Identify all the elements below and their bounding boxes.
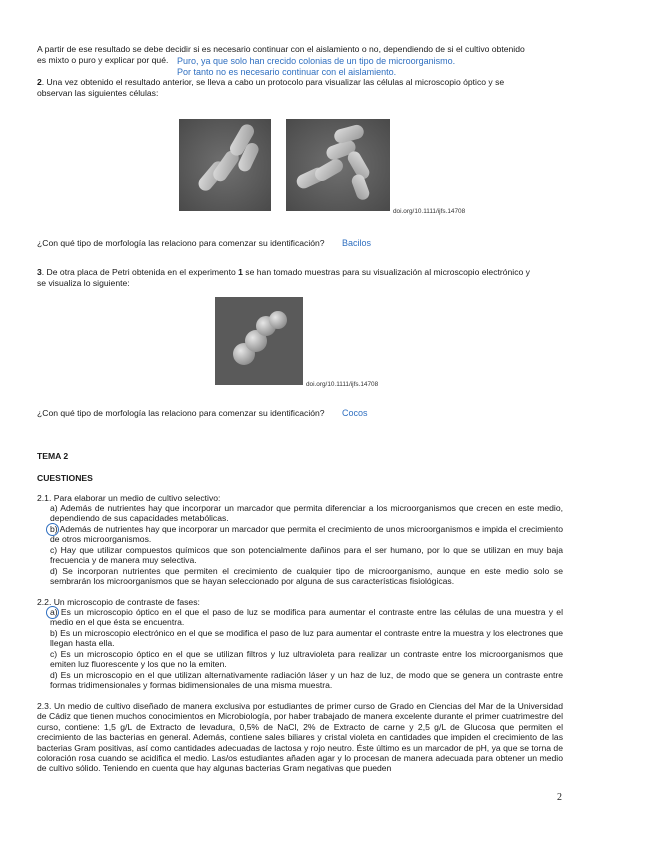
paragraph-line: A partir de ese resultado se debe decidir si es necesario continuar con el aislamiento o no, dependiendo de si el cultivo obtenido	[37, 44, 525, 54]
image-credit: doi.org/10.1111/ijfs.14708	[306, 381, 379, 388]
option-c: c) Hay que utilizar compuestos químicos que son potencialmente dañinos para el ser humano, por lo que se utilizan en muy baja frecuencia y de manera muy selectiva.	[50, 545, 563, 566]
option-d: d) Se incorporan nutrientes que permiten el crecimiento de cualquier tipo de microorganismo, aunque en este medio solo se sembrarán los microorganismos que se hayan seleccionado por alguna de sus características fisiológicas.	[50, 566, 563, 587]
option-d: d) Es un microscopio en el que utilizan alternativamente radiación láser y un haz de luz, de modo que se genera un contraste entre formas tridimensionales y formas bidimensionales de una misma muestra.	[50, 670, 563, 691]
section-subtitle: CUESTIONES	[37, 473, 93, 483]
micrograph-cocci	[215, 297, 303, 385]
handwritten-answer: Puro, ya que solo han crecido colonias de un tipo de microorganismo.	[177, 56, 456, 66]
question-3-line: se visualiza lo siguiente:	[37, 278, 130, 288]
option-a: a) Además de nutrientes hay que incorporar un marcador que permita diferenciar a los microorganismos que crecen en este medio, dependiendo de sus capacidades metabólicas.	[50, 503, 563, 524]
question-number: 2	[37, 77, 42, 87]
option-a-selected: a) Es un microscopio óptico en el que el paso de luz se modifica para aumentar el contraste entre las células de una muestra y el medio en el que ésta se encuentra.	[50, 607, 563, 628]
question-stem: 2.2. Un microscopio de contraste de fases:	[37, 597, 200, 607]
page-number: 2	[557, 792, 562, 803]
handwritten-answer: Cocos	[342, 408, 368, 418]
selected-answer-circle	[46, 523, 59, 536]
question-2-line: observan las siguientes células:	[37, 88, 159, 98]
question-2-line	[37, 77, 504, 87]
handwritten-answer: Por tanto no es necesario continuar con el aislamiento.	[177, 67, 397, 77]
question-prompt: ¿Con qué tipo de morfología las relaciono para comenzar su identificación?	[37, 408, 325, 418]
selected-answer-circle	[46, 606, 59, 619]
image-credit: doi.org/10.1111/ijfs.14708	[393, 208, 466, 215]
option-c: c) Es un microscopio óptico en el que se utilizan filtros y luz ultravioleta para realizar un contraste entre los microorganismos que emiten luz fluorescente y los que no la emiten.	[50, 649, 563, 670]
option-b: b) Es un microscopio electrónico en el que se modifica el paso de luz para aumentar el contraste entre la muestra y los electrones que llegan hasta ella.	[50, 628, 563, 649]
question-paragraph: 2.3. Un medio de cultivo diseñado de manera exclusiva por estudiantes de primer curso de Grado en Ciencias del Mar de la Universidad de Cádiz que tienen muchos conocimientos en Microbiología, por haber trabajado de manera excelente durante el primer cuatrimestre del curso, contiene: 1,5 g/L de Extracto de levadura, 0,5% de NaCl, 2% de Extracto de carne y 2,5 g/L de Glucosa que permiten el crecimiento de las bacterias en general. Además, contiene sales biliares y cristal violeta en cantidades que impiden el crecimiento de las bacterias Gram positivas, así como cantidades adecuadas de lactosa y rojo neutro. Éste último es un marcador de pH, ya que se torna de coloración rosa cuando se acidifica el medio. Las/os estudiantes añaden agar y lo procesan de manera adecuada para obtener un medio de cultivo sólido. Teniendo en cuenta que hay algunas bacterias Gram negativas que pueden	[37, 701, 563, 774]
question-text: . Una vez obtenido el resultado anterior, se lleva a cabo un protocolo para visualizar las células al microscopio óptico y se	[41, 77, 505, 87]
handwritten-answer: Bacilos	[342, 238, 372, 248]
question-number: 3	[37, 267, 42, 277]
question-prompt: ¿Con qué tipo de morfología las relaciono para comenzar su identificación?	[37, 238, 325, 248]
question-text: se han tomado muestras para su visualización al microscopio electrónico y	[242, 267, 530, 277]
experiment-number: 1	[238, 267, 243, 277]
question-3-line	[37, 267, 530, 277]
question-stem: 2.1. Para elaborar un medio de cultivo selectivo:	[37, 493, 221, 503]
option-b-selected: b) Además de nutrientes hay que incorporar un marcador que permita el crecimiento de unos microorganismos e impida el crecimiento de otros microorganismos.	[50, 524, 563, 545]
question-text: . De otra placa de Petri obtenida en el experimento	[41, 267, 239, 277]
paragraph-line: es mixto o puro y explicar por qué.	[37, 55, 169, 65]
micrograph-bacilli-1	[179, 119, 271, 211]
micrograph-bacilli-2	[286, 119, 390, 211]
section-title: TEMA 2	[37, 451, 69, 461]
